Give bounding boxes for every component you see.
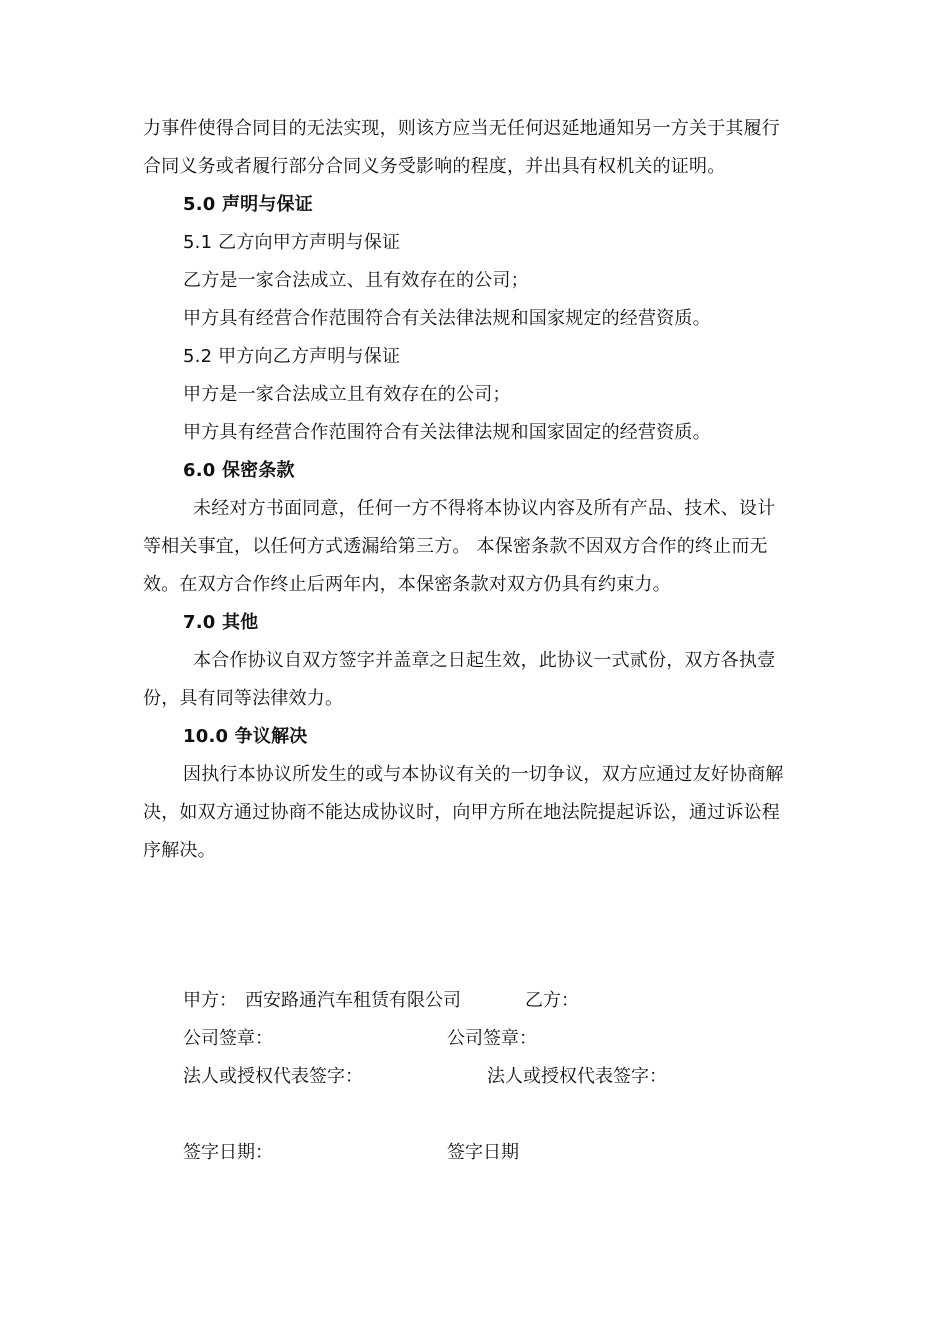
- sign-date-b: 签字日期: [447, 1142, 519, 1163]
- paragraph-line: 甲方具有经营合作范围符合有关法律法规和国家规定的经营资质。: [183, 308, 711, 329]
- paragraph-line: 本合作协议自双方签字并盖章之日起生效，此协议一式贰份，双方各执壹: [193, 650, 776, 671]
- legal-rep-a: 法人或授权代表签字：: [183, 1066, 363, 1087]
- paragraph-line: 决，如双方通过协商不能达成协议时，向甲方所在地法院提起诉讼，通过诉讼程: [143, 802, 780, 823]
- subsection-heading-5-2: 5.2 甲方向乙方声明与保证: [183, 346, 401, 367]
- paragraph-line: 未经对方书面同意，任何一方不得将本协议内容及所有产品、技术、设计: [193, 498, 776, 519]
- section-heading-6: 6.0 保密条款: [183, 460, 295, 481]
- company-seal-a: 公司签章：: [183, 1028, 273, 1049]
- section-heading-5: 5.0 声明与保证: [183, 194, 313, 215]
- paragraph-line: 乙方是一家合法成立、且有效存在的公司；: [183, 270, 529, 291]
- company-seal-b: 公司签章：: [447, 1028, 537, 1049]
- paragraph-line: 份，具有同等法律效力。: [143, 688, 344, 709]
- party-a-label: 甲方：: [183, 990, 237, 1011]
- section-heading-10: 10.0 争议解决: [183, 726, 308, 747]
- subsection-heading-5-1: 5.1 乙方向甲方声明与保证: [183, 232, 401, 253]
- paragraph-line: 序解决。: [143, 840, 216, 861]
- paragraph-line: 甲方具有经营合作范围符合有关法律法规和国家固定的经营资质。: [183, 422, 711, 443]
- paragraph-line: 力事件使得合同目的无法实现，则该方应当无任何迟延地通知另一方关于其履行: [143, 118, 780, 139]
- legal-rep-b: 法人或授权代表签字：: [487, 1066, 667, 1087]
- paragraph-line: 效。在双方合作终止后两年内，本保密条款对双方仍具有约束力。: [143, 574, 671, 595]
- paragraph-line: 合同义务或者履行部分合同义务受影响的程度，并出具有权机关的证明。: [143, 156, 726, 177]
- section-heading-7: 7.0 其他: [183, 612, 259, 633]
- paragraph-line: 因执行本协议所发生的或与本协议有关的一切争议，双方应通过友好协商解: [183, 764, 784, 785]
- paragraph-line: 甲方是一家合法成立且有效存在的公司；: [183, 384, 511, 405]
- sign-date-a: 签字日期：: [183, 1142, 273, 1163]
- paragraph-line: 等相关事宜，以任何方式透漏给第三方。 本保密条款不因双方合作的终止而无: [143, 536, 768, 557]
- party-b-label: 乙方：: [525, 990, 579, 1011]
- party-a-name: 西安路通汽车租赁有限公司: [245, 990, 461, 1011]
